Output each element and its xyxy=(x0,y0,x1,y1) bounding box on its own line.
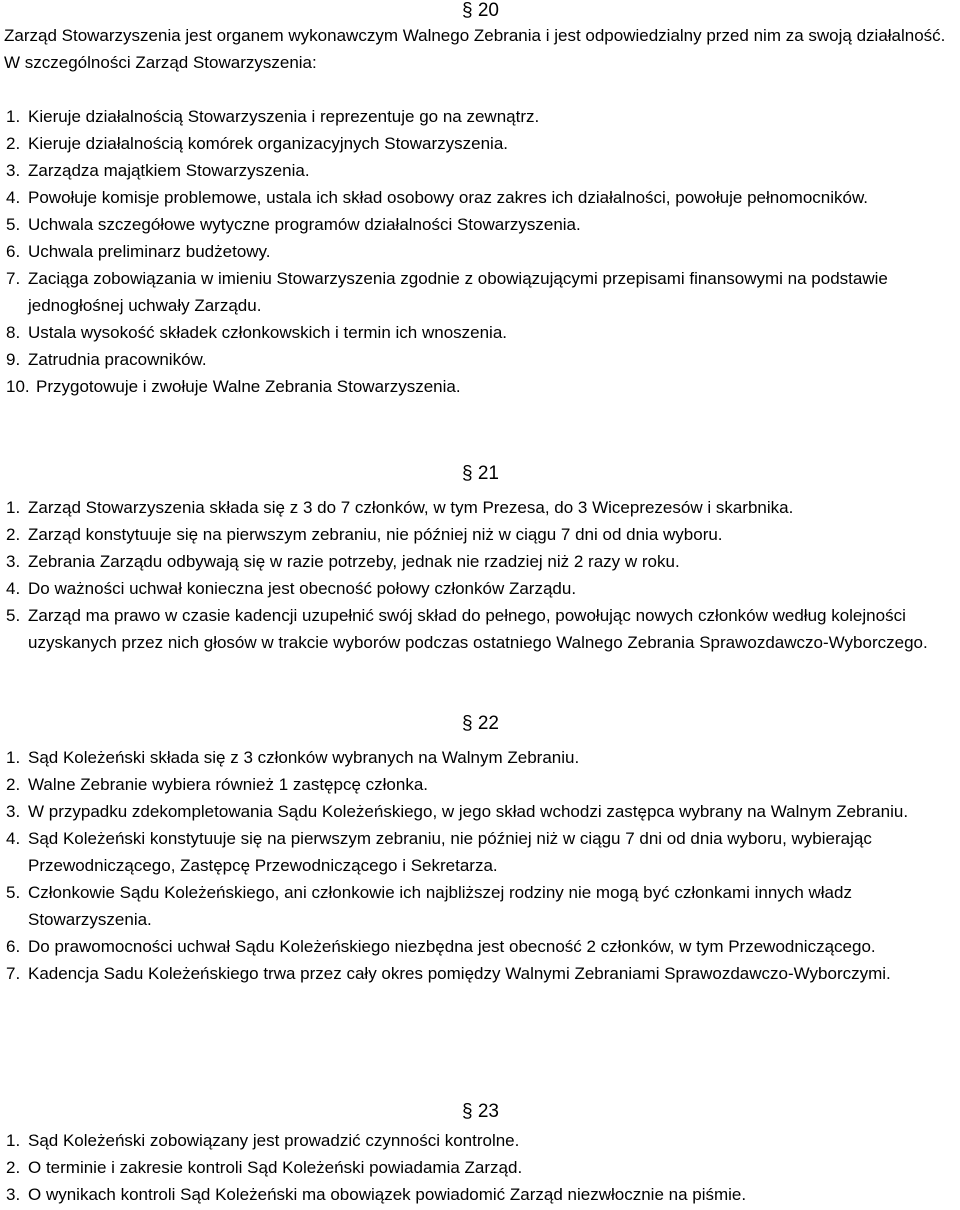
list-item: 2. O terminie i zakresie kontroli Sąd Koleżeński powiadamia Zarząd. xyxy=(6,1158,523,1177)
list-item: 3. Zebrania Zarządu odbywają się w razie potrzeby, jednak nie rzadziej niż 2 razy w roku. xyxy=(6,552,680,571)
section-heading-22: § 22 xyxy=(462,713,499,734)
section-20-intro: Zarząd Stowarzyszenia jest organem wykonawczym Walnego Zebrania i jest odpowiedzialny przed nim za swoją działalność. W szczególności Zarząd Stowarzyszenia: xyxy=(4,26,946,72)
list-item: 1. Sąd Koleżeński składa się z 3 członków wybranych na Walnym Zebraniu. xyxy=(6,748,580,767)
section-21-list xyxy=(6,494,951,656)
section-heading-20: § 20 xyxy=(462,0,499,21)
list-item: 2. Walne Zebranie wybiera również 1 zastępcę członka. xyxy=(6,775,429,794)
section-20-list xyxy=(6,103,951,400)
list-item: 3. O wynikach kontroli Sąd Koleżeński ma obowiązek powiadomić Zarząd niezwłocznie na piśmie. xyxy=(6,1185,747,1204)
list-item: 8. Ustala wysokość składek członkowskich i termin ich wnoszenia. xyxy=(6,323,508,342)
list-item: 1. Kieruje działalnością Stowarzyszenia i reprezentuje go na zewnątrz. xyxy=(6,107,540,126)
list-item: 5. Zarząd ma prawo w czasie kadencji uzupełnić swój skład do pełnego, powołując nowych członków według kolejności uzyskanych przez nich głosów w trakcie wyborów podczas ostatniego Walnego Zebrania Sprawozdawczo-Wyborczego. xyxy=(6,606,928,652)
list-item: 4. Powołuje komisje problemowe, ustala ich skład osobowy oraz zakres ich działalności, powołuje pełnomocników. xyxy=(6,188,869,207)
section-heading-23: § 23 xyxy=(462,1101,499,1122)
list-item: 2. Kieruje działalnością komórek organizacyjnych Stowarzyszenia. xyxy=(6,134,509,153)
list-item: 7. Kadencja Sadu Koleżeńskiego trwa przez cały okres pomiędzy Walnymi Zebraniami Sprawozdawczo-Wyborczymi. xyxy=(6,964,891,983)
list-item: 5. Członkowie Sądu Koleżeńskiego, ani członkowie ich najbliższej rodziny nie mogą być członkami innych władz Stowarzyszenia. xyxy=(6,883,852,929)
list-item: 4. Do ważności uchwał konieczna jest obecność połowy członków Zarządu. xyxy=(6,579,577,598)
list-item: 3. Zarządza majątkiem Stowarzyszenia. xyxy=(6,161,310,180)
list-item: 10. Przygotowuje i zwołuje Walne Zebrania Stowarzyszenia. xyxy=(6,377,461,396)
section-22-list xyxy=(6,744,951,987)
list-item: 4. Sąd Koleżeński konstytuuje się na pierwszym zebraniu, nie później niż w ciągu 7 dni od dnia wyboru, wybierając Przewodniczącego, Zastępcę Przewodniczącego i Sekretarza. xyxy=(6,829,872,875)
list-item: 9. Zatrudnia pracowników. xyxy=(6,350,207,369)
list-item: 3. W przypadku zdekompletowania Sądu Koleżeńskiego, w jego skład wchodzi zastępca wybrany na Walnym Zebraniu. xyxy=(6,802,909,821)
list-item: 1. Sąd Koleżeński zobowiązany jest prowadzić czynności kontrolne. xyxy=(6,1131,520,1150)
list-item: 6. Do prawomocności uchwał Sądu Koleżeńskiego niezbędna jest obecność 2 członków, w tym Przewodniczącego. xyxy=(6,937,876,956)
section-23-list xyxy=(6,1127,951,1208)
section-heading-21: § 21 xyxy=(462,463,499,484)
list-item: 6. Uchwala preliminarz budżetowy. xyxy=(6,242,271,261)
list-item: 5. Uchwala szczegółowe wytyczne programów działalności Stowarzyszenia. xyxy=(6,215,581,234)
list-item: 7. Zaciąga zobowiązania w imieniu Stowarzyszenia zgodnie z obowiązującymi przepisami finansowymi na podstawie jednogłośnej uchwały Zarządu. xyxy=(6,269,888,315)
list-item: 1. Zarząd Stowarzyszenia składa się z 3 do 7 członków, w tym Prezesa, do 3 Wiceprezesów i skarbnika. xyxy=(6,498,794,517)
list-item: 2. Zarząd konstytuuje się na pierwszym zebraniu, nie później niż w ciągu 7 dni od dnia wyboru. xyxy=(6,525,723,544)
